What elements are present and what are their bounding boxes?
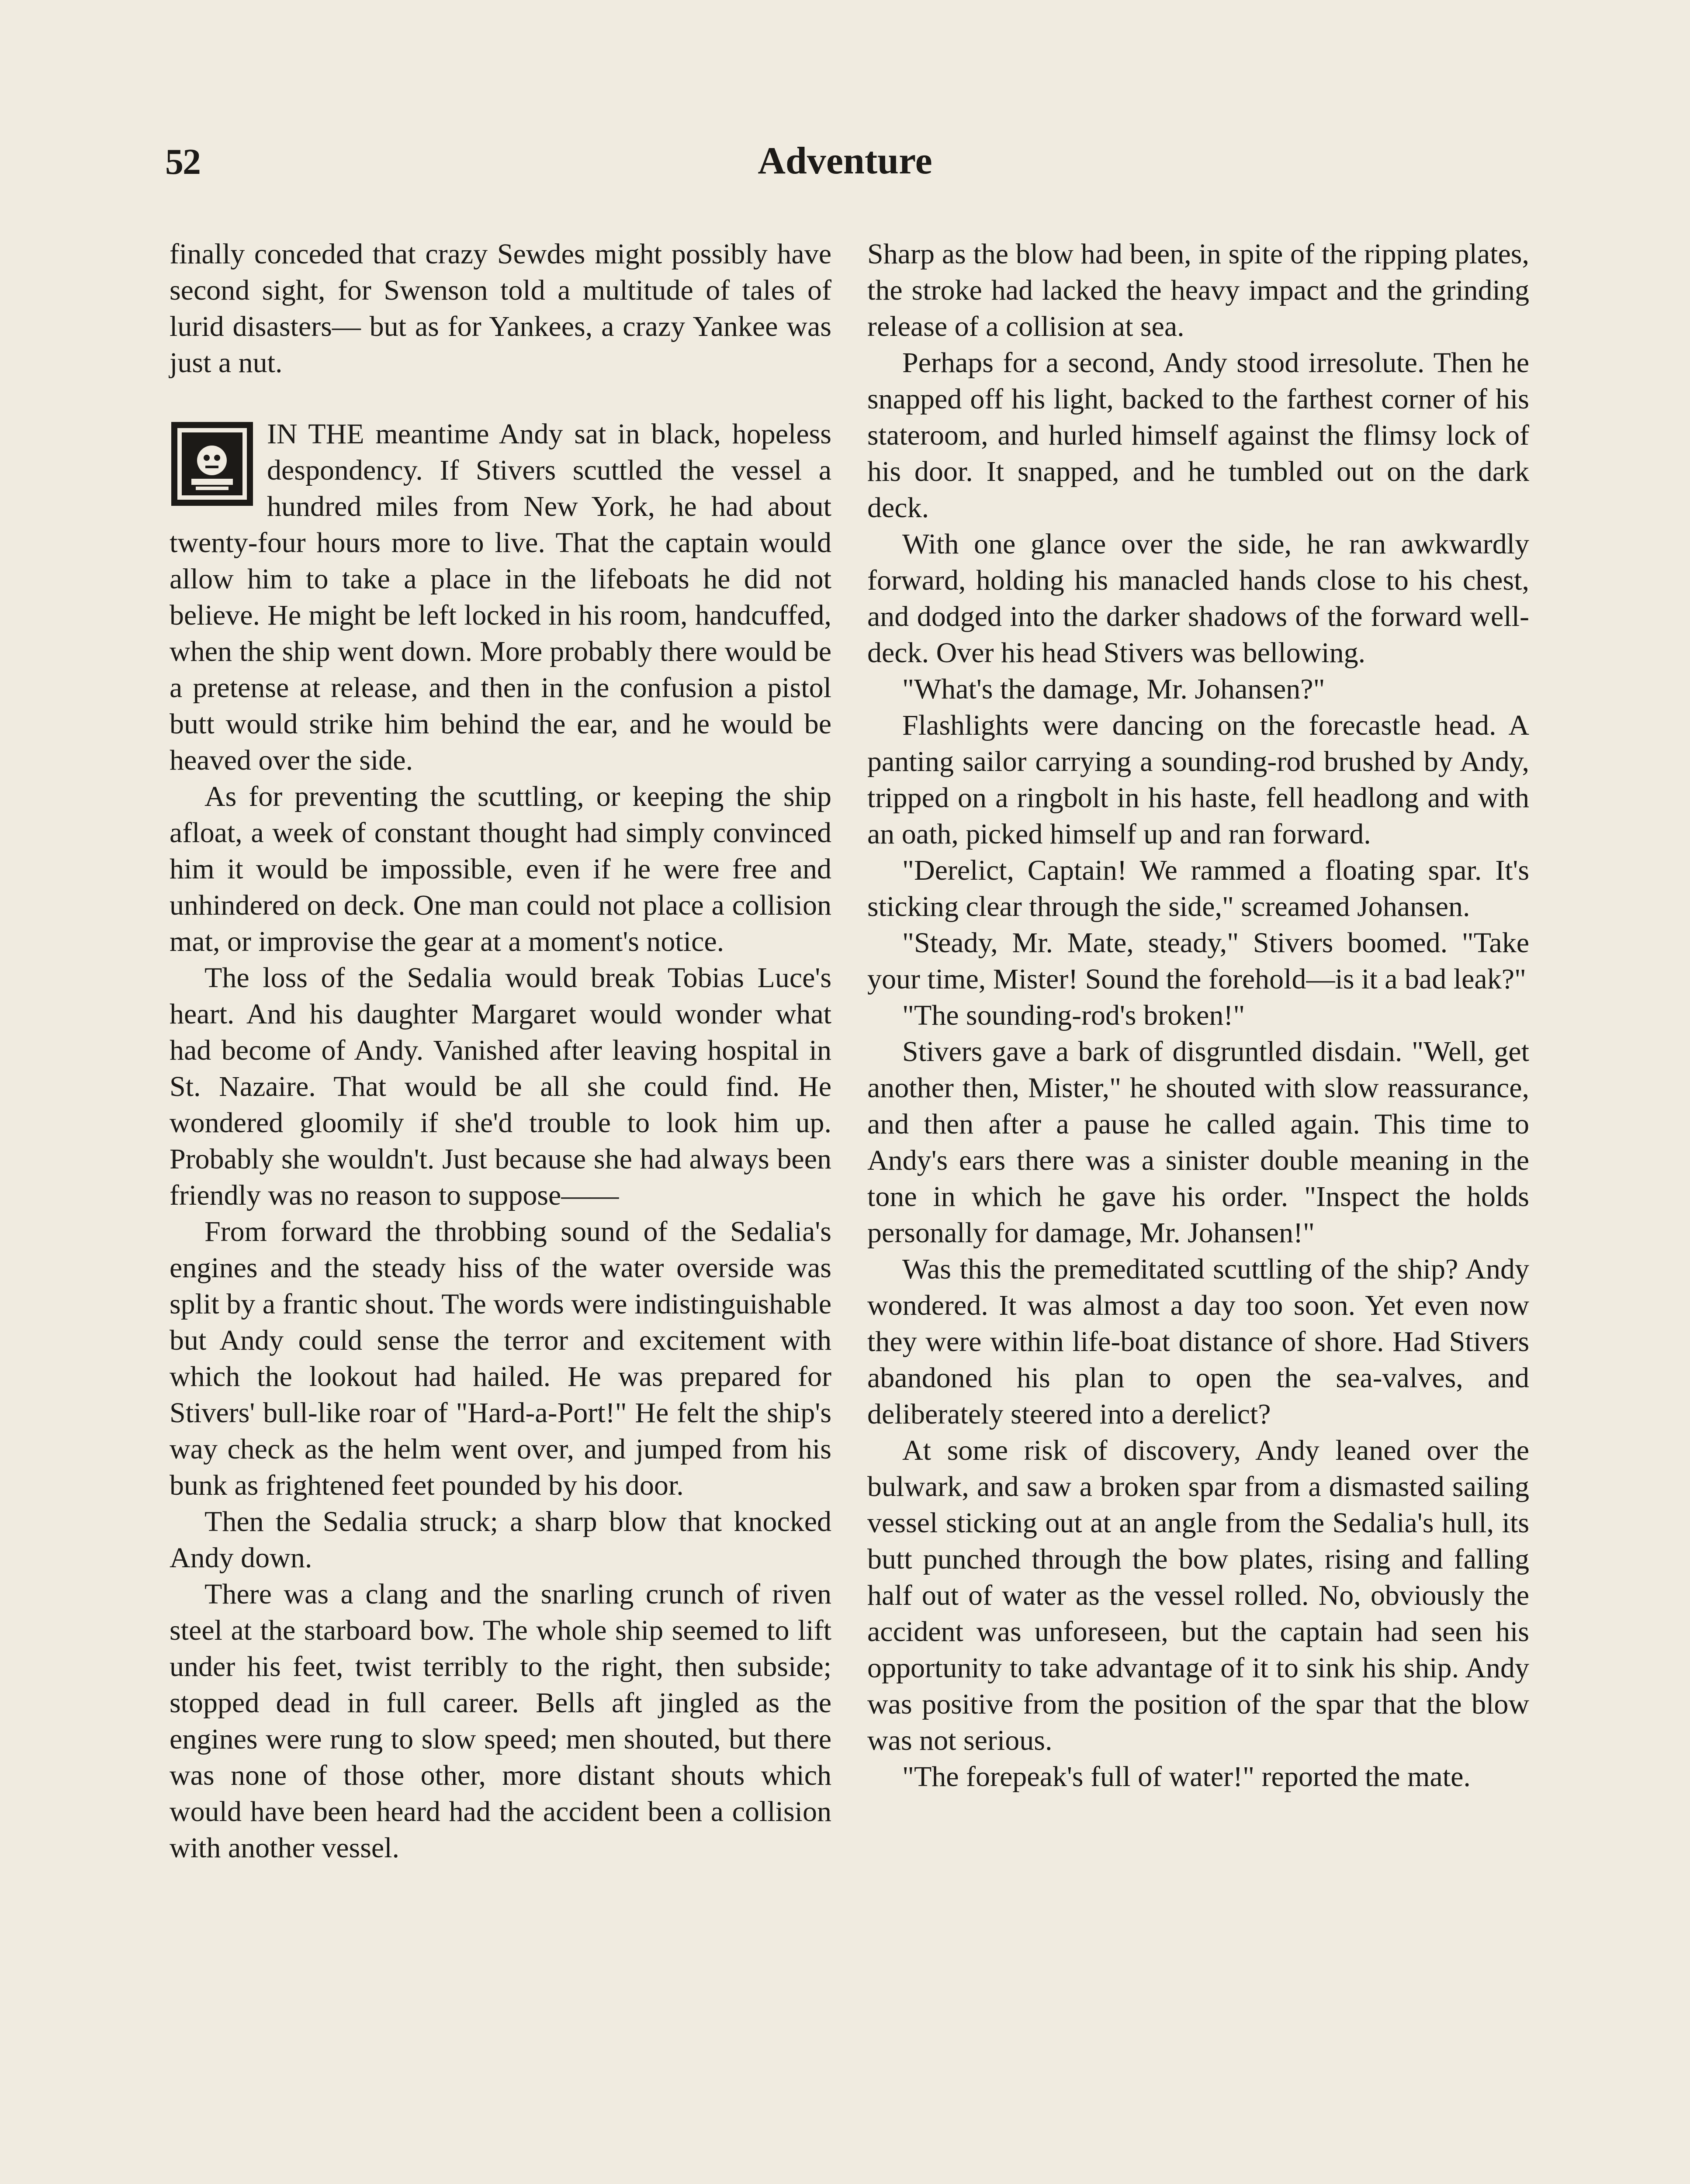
section-opening-paragraph bbox=[170, 416, 831, 778]
paragraph: At some risk of discovery, Andy leaned over the bulwark, and saw a broken spar from a dismasted sailing vessel sticking out at an angle from the Sedalia's hull, its butt punched through the bow plates, rising and falling half out of water as the vessel rolled. No, obviously the accident was unforeseen, but the captain had seen his opportunity to take advantage of it to sink his ship. Andy was positive from the position of the spar that the blow was not serious. bbox=[867, 1434, 1529, 1756]
paragraph: Then the Sedalia struck; a sharp blow that knocked Andy down. bbox=[170, 1506, 831, 1574]
paragraph: Perhaps for a second, Andy stood irresolute. Then he snapped off his light, backed to the farthest corner of his stateroom, and hurled himself against the flimsy lock of his door. It snapped, and he tumbled out on the dark deck. bbox=[867, 347, 1529, 524]
left-column bbox=[170, 236, 831, 1866]
paragraph: With one glance over the side, he ran awkwardly forward, holding his manacled hands close to his chest, and dodged into the darker shadows of the forward well-deck. Over his head Stivers was bellowing. bbox=[867, 528, 1529, 669]
section-ornament-icon bbox=[170, 420, 255, 508]
paragraph: Was this the premeditated scuttling of the ship? Andy wondered. It was almost a day too soon. Yet even now they were within life-boat distance of shore. Had Stivers abandoned his plan to open the sea-valves, and deliberately steered into a derelict? bbox=[867, 1253, 1529, 1430]
paragraph: From forward the throbbing sound of the Sedalia's engines and the steady hiss of the water overside was split by a frantic shout. The words were indistinguishable but Andy could sense the terror and excitement with which the lookout had hailed. He was prepared for Stivers' bull-like roar of "Hard-a-Port!" He felt the ship's way check as the helm went over, and jumped from his bunk as frightened feet pounded by his door. bbox=[170, 1216, 831, 1501]
paragraph: "The sounding-rod's broken!" bbox=[902, 999, 1245, 1031]
paragraph: "Derelict, Captain! We rammed a floating spar. It's sticking clear through the side," screamed Johansen. bbox=[867, 854, 1529, 923]
paragraph-text: IN THE meantime Andy sat in black, hopeless despondency. If Stivers scuttled the vessel a hundred miles from New York, he had about twenty-four hours more to live. That the captain would allow him to take a place in the lifeboats he did not believe. He might be left locked in his room, handcuffed, when the ship went down. More probably there would be a pretense at release, and then in the confusion a pistol butt would strike him behind the ear, and he would be heaved over the side. bbox=[170, 418, 831, 776]
right-column bbox=[867, 236, 1529, 1795]
paragraph: "Steady, Mr. Mate, steady," Stivers boomed. "Take your time, Mister! Sound the forehold—is it a bad leak?" bbox=[867, 927, 1529, 995]
paragraph: As for preventing the scuttling, or keeping the ship afloat, a week of constant thought had simply convinced him it would be impossible, even if he were free and unhindered on deck. One man could not place a collision mat, or improvise the gear at a moment's notice. bbox=[170, 781, 831, 957]
paragraph: Sharp as the blow had been, in spite of the ripping plates, the stroke had lacked the heavy impact and the grinding release of a collision at sea. bbox=[867, 238, 1529, 342]
paragraph: There was a clang and the snarling crunch of riven steel at the starboard bow. The whole ship seemed to lift under his feet, twist terribly to the right, then subside; stopped dead in full career. Bells aft jingled as the engines were rung to slow speed; men shouted, but there was none of those other, more distant shouts which would have been heard had the accident been a collision with another vessel. bbox=[170, 1578, 831, 1864]
paragraph: "The forepeak's full of water!" reported the mate. bbox=[902, 1761, 1471, 1793]
page-number: 52 bbox=[165, 142, 200, 182]
paragraph: Stivers gave a bark of disgruntled disdain. "Well, get another then, Mister," he shouted with slow reassurance, and then after a pause he called again. This time to Andy's ears there was a sinister double meaning in the tone in which he gave his order. "Inspect the holds personally for damage, Mr. Johansen!" bbox=[867, 1036, 1529, 1249]
paragraph: finally conceded that crazy Sewdes might possibly have second sight, for Swenson told a multitude of tales of lurid disasters— but as for Yankees, a crazy Yankee was just a nut. bbox=[170, 238, 831, 379]
paragraph: "What's the damage, Mr. Johansen?" bbox=[902, 673, 1325, 705]
paragraph: The loss of the Sedalia would break Tobias Luce's heart. And his daughter Margaret would wonder what had become of Andy. Vanished after leaving hospital in St. Nazaire. That would be all she could find. He wondered gloomily if she'd trouble to look him up. Probably she wouldn't. Just because she had always been friendly was no reason to suppose—— bbox=[170, 962, 831, 1211]
running-head-title: Adventure bbox=[758, 140, 932, 182]
paragraph: Flashlights were dancing on the forecastle head. A panting sailor carrying a sounding-rod brushed by Andy, tripped on a ringbolt in his haste, fell headlong and with an oath, picked himself up and ran forward. bbox=[867, 709, 1529, 850]
